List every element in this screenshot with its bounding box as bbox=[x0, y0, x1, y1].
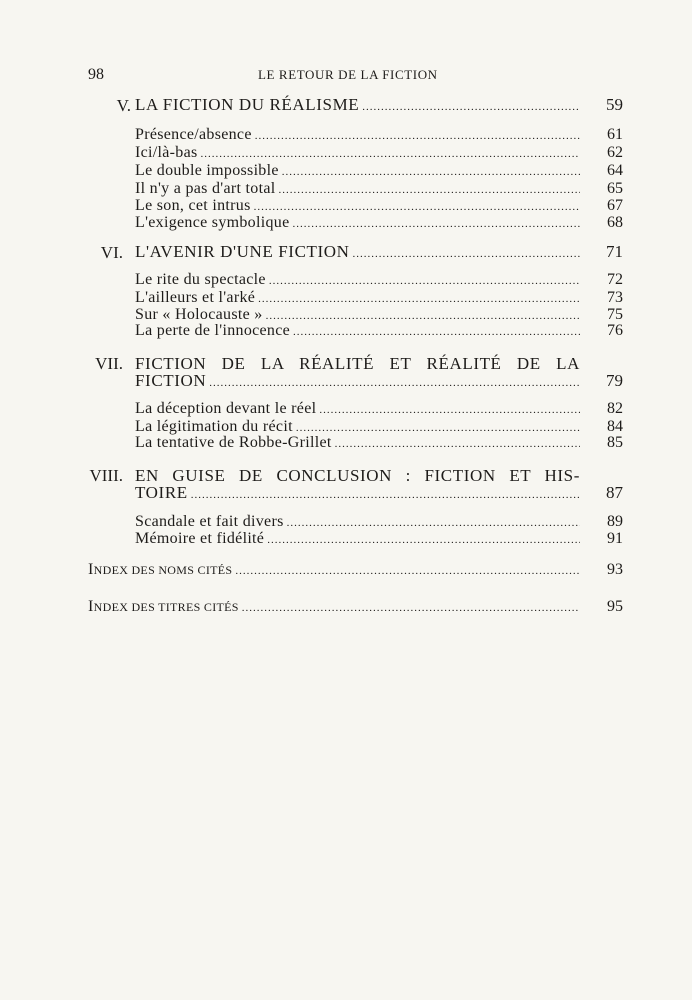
toc-section-entry bbox=[135, 400, 623, 419]
dot-leader bbox=[335, 435, 580, 453]
chapter-title: LA FICTION DU RÉALISME bbox=[135, 95, 360, 114]
dot-leader bbox=[235, 562, 580, 580]
section-page: 82 bbox=[607, 400, 623, 417]
chapter-title-line2: FICTION bbox=[135, 371, 207, 390]
index-title bbox=[88, 561, 232, 579]
index-page: 93 bbox=[607, 561, 623, 578]
dot-leader bbox=[292, 215, 580, 233]
section-page: 84 bbox=[607, 418, 623, 435]
section-page: 73 bbox=[607, 289, 623, 306]
index-title bbox=[88, 598, 239, 616]
dot-leader bbox=[255, 127, 580, 145]
chapter-page: 87 bbox=[606, 483, 623, 502]
dot-leader bbox=[269, 272, 580, 290]
section-title: L'ailleurs et l'arké bbox=[135, 289, 256, 306]
section-page: 67 bbox=[607, 197, 623, 214]
section-title: La déception devant le réel bbox=[135, 400, 317, 417]
section-title: La légitimation du récit bbox=[135, 418, 293, 435]
dot-leader bbox=[362, 98, 580, 116]
toc-index-entry bbox=[88, 561, 623, 580]
section-page: 91 bbox=[607, 530, 623, 547]
index-title-rest: NDEX DES NOMS CITÉS bbox=[93, 563, 233, 577]
section-title: Le son, cet intrus bbox=[135, 197, 251, 214]
chapter-page: 71 bbox=[606, 242, 623, 261]
section-page: 68 bbox=[607, 214, 623, 231]
section-title: Le rite du spectacle bbox=[135, 271, 266, 288]
toc-index-entry bbox=[88, 598, 623, 617]
page-number: 98 bbox=[88, 66, 104, 83]
section-title: Il n'y a pas d'art total bbox=[135, 180, 276, 197]
dot-leader bbox=[282, 163, 580, 181]
index-title-initial: I bbox=[88, 561, 94, 578]
chapter-number: VII. bbox=[95, 354, 123, 373]
toc-section-entry bbox=[135, 530, 623, 549]
section-page: 75 bbox=[607, 306, 623, 323]
chapter-number: V. bbox=[116, 96, 131, 115]
dot-leader bbox=[267, 531, 580, 549]
section-page: 76 bbox=[607, 322, 623, 339]
section-title: La perte de l'innocence bbox=[135, 322, 291, 339]
section-page: 85 bbox=[607, 434, 623, 451]
toc-chapter-entry bbox=[135, 243, 623, 263]
toc-chapter-entry bbox=[135, 484, 623, 504]
section-title: Présence/absence bbox=[135, 126, 252, 143]
toc-section-entry bbox=[135, 214, 623, 233]
section-page: 61 bbox=[607, 126, 623, 143]
section-title: Ici/là-bas bbox=[135, 144, 198, 161]
chapter-title-line1: FICTION DE LA RÉALITÉ ET RÉALITÉ DE LA bbox=[135, 354, 580, 373]
dot-leader bbox=[201, 145, 580, 163]
dot-leader bbox=[242, 599, 580, 617]
section-title: Scandale et fait divers bbox=[135, 513, 284, 530]
chapter-title-line1: EN GUISE DE CONCLUSION : FICTION ET HIS- bbox=[135, 466, 580, 485]
toc-section-entry bbox=[135, 322, 623, 341]
index-title-initial: I bbox=[88, 598, 94, 615]
dot-leader bbox=[353, 245, 580, 263]
chapter-number: VIII. bbox=[89, 466, 123, 485]
running-title: LE RETOUR DE LA FICTION bbox=[258, 67, 438, 82]
toc-chapter-entry bbox=[135, 372, 623, 392]
index-page: 95 bbox=[607, 598, 623, 615]
chapter-page: 79 bbox=[606, 371, 623, 390]
chapter-number: VI. bbox=[100, 243, 123, 262]
section-title: Mémoire et fidélité bbox=[135, 530, 265, 547]
toc-chapter-entry bbox=[135, 96, 623, 116]
chapter-title: L'AVENIR D'UNE FICTION bbox=[135, 242, 350, 261]
section-title: Sur « Holocauste » bbox=[135, 306, 263, 323]
toc-section-entry bbox=[135, 271, 623, 290]
section-page: 65 bbox=[607, 180, 623, 197]
section-page: 89 bbox=[607, 513, 623, 530]
toc-section-entry bbox=[135, 162, 623, 181]
toc-section-entry bbox=[135, 144, 623, 163]
section-page: 64 bbox=[607, 162, 623, 179]
toc-section-entry bbox=[135, 126, 623, 145]
dot-leader bbox=[209, 374, 580, 392]
section-title: L'exigence symbolique bbox=[135, 214, 290, 231]
dot-leader bbox=[191, 486, 580, 504]
section-page: 72 bbox=[607, 271, 623, 288]
dot-leader bbox=[319, 401, 580, 419]
section-title: La tentative de Robbe-Grillet bbox=[135, 434, 332, 451]
chapter-title-line2: TOIRE bbox=[135, 483, 188, 502]
chapter-page: 59 bbox=[606, 95, 623, 114]
section-title: Le double impossible bbox=[135, 162, 279, 179]
section-page: 62 bbox=[607, 144, 623, 161]
dot-leader bbox=[293, 323, 580, 341]
toc-section-entry bbox=[135, 434, 623, 453]
index-title-rest: NDEX DES TITRES CITÉS bbox=[93, 600, 239, 614]
